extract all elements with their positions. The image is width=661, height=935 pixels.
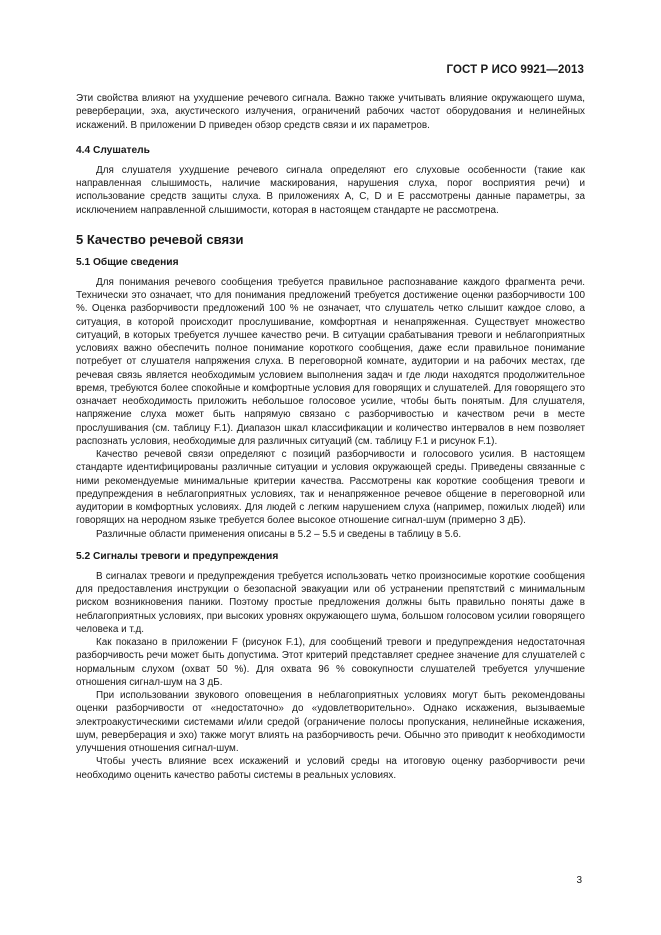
- section-5-title: 5 Качество речевой связи: [76, 231, 244, 247]
- section-5-1-paragraph: Для понимания речевого сообщения требуется правильное распознавание каждого фрагмента речи. Технически это означает, что для понимания предложений требуется достижение оценки разборчивости 100 %. Оценка разборчивости предложений 100 % не означает, что слушатель четко слышит каждое слово, а ситуация, в которой происходит прослушивание, комфортная и ненапряженная. Существует множество ситуаций, в которых требуется лучшее качество речи. В ситуации срабатывания тревоги и неблагоприятных условиях важно обеспечить полное понимание короткого сообщения, даже если правильное понимание потребует от слушателя напряжения слуха. В переговорной комнате, аудитории и на рабочих местах, где речевая связь является необходимым условием выполнения задач и где люди находятся продолжительное время, требуются более спокойные и комфортные условия для говорящих и слушателей. Для говорящего это означает необходимость приложить небольшое голосовое усилие, чтобы быть понятым. Для слушателя, напряжение слуха может быть напрямую связано с разборчивостью и качеством речи в месте прослушивания (см. таблицу F.1). Диапазон шкал классификации и количество интервалов в нем позволяет распознать условия, необходимые для различных ситуаций (см. таблицу F.1 и рисунок F.1).: [76, 276, 585, 447]
- intro-paragraph: Эти свойства влияют на ухудшение речевого сигнала. Важно также учитывать влияние окружающего шума, реверберации, эха, акустического излучения, ограничений рабочих частот оборудования и нелинейных искажений. В приложении D приведен обзор средств связи и их параметров.: [76, 93, 585, 131]
- section-5-2-paragraph: При использовании звукового оповещения в неблагоприятных условиях могут быть рекомендованы оценки разборчивости от «недостаточно» до «удовлетворительно». Однако искажения, вызываемые электроакустическими системами и/или средой (ограничение полосы пропускания, нелинейные искажения, шум, реверберация и эхо) также могут влиять на разборчивость речи. Обычно это приводит к необходимости улучшения отношения сигнал-шум.: [76, 690, 585, 754]
- page-number: 3: [576, 875, 582, 886]
- document-body: [76, 92, 585, 782]
- section-4-4-paragraph: Для слушателя ухудшение речевого сигнала определяют его слуховые особенности (такие как направленная слышимость, наличие маскирования, нарушения слуха, порог восприятия речи) и использование средств защиты слуха. В приложениях A, C, D и E рассмотрены данные параметры, за исключением направленной слышимости, которая в настоящем стандарте не рассмотрена.: [76, 164, 585, 216]
- section-5-2-title: 5.2 Сигналы тревоги и предупреждения: [76, 550, 279, 562]
- section-5-2-paragraph: Как показано в приложении F (рисунок F.1), для сообщений тревоги и предупреждения недостаточная разборчивость речи может быть допустима. Этот критерий представляет среднее значение для слушателей с нормальным слухом (охват 50 %). Для охвата 96 % совокупности слушателей требуется улучшение отношения сигнал-шум на 3 дБ.: [76, 637, 585, 688]
- document-header: ГОСТ Р ИСО 9921—2013: [446, 64, 584, 76]
- section-5-1-paragraph: Качество речевой связи определяют с позиций разборчивости и голосового усилия. В настоящем стандарте идентифицированы различные ситуации и условия окружающей среды. Приведены связанные с ними рекомендуемые минимальные критерии качества. Рассмотрены как короткие сообщения тревоги и предупреждения в неблагоприятных условиях, так и ненапряженное речевое общение в переговорной или аудитории в комфортных условиях. Для людей с легким нарушением слуха (например, пожилых людей) или говорящих на неродном языке требуется более высокое отношение сигнал-шум (примерно 3 дБ).: [76, 449, 585, 527]
- section-5-2-paragraph: В сигналах тревоги и предупреждения требуется использовать четко произносимые короткие сообщения для предоставления инструкции о безопасной эвакуации или об устранении препятствий с минимальным риском возникновения паники. Поэтому простые предложения должны быть правильно поняты даже в неблагоприятных условиях, при высоких уровнях окружающего шума, большом голосовом усилии говорящего человека и т.д.: [76, 570, 585, 635]
- section-5-2-paragraph: Чтобы учесть влияние всех искажений и условий среды на итоговую оценку разборчивости речи необходимо оценить качество работы системы в реальных условиях.: [76, 756, 585, 781]
- section-4-4-title: 4.4 Слушатель: [76, 144, 150, 156]
- section-5-1-title: 5.1 Общие сведения: [76, 256, 179, 268]
- section-5-1-paragraph: Различные области применения описаны в 5.2 – 5.5 и сведены в таблицу в 5.6.: [96, 528, 462, 540]
